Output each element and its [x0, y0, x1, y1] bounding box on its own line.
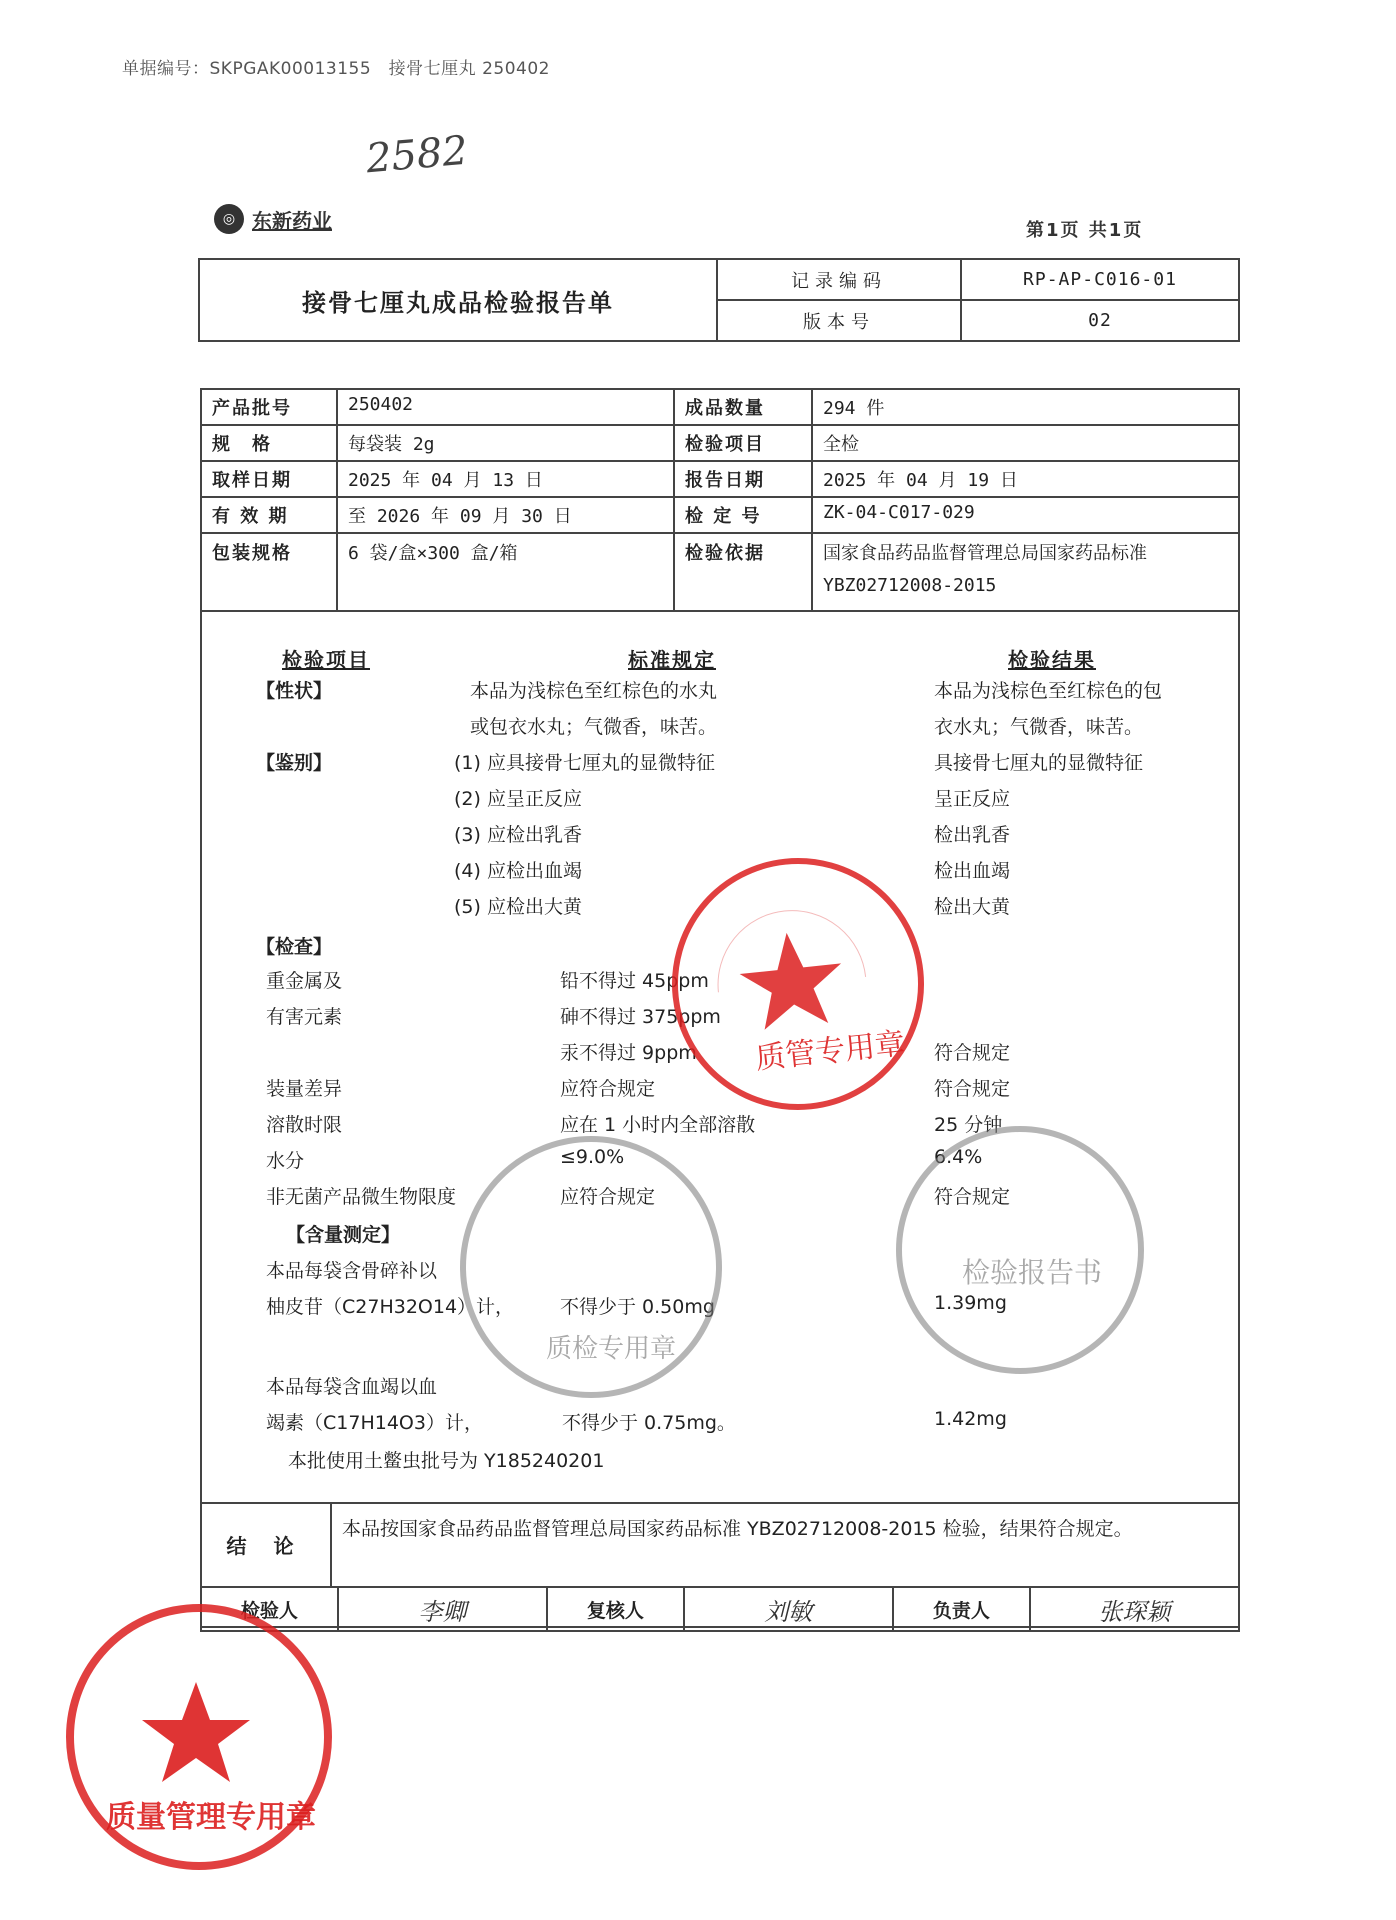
inspection-seal-stamp-grey	[460, 1136, 722, 1398]
identification-result-5: 检出大黄	[934, 896, 1011, 918]
test-item-value: 全检	[812, 425, 1239, 461]
header-table	[198, 258, 1240, 342]
fill-variation-standard: 应符合规定	[560, 1078, 656, 1100]
report-title: 接骨七厘丸成品检验报告单	[199, 259, 717, 341]
expiry-value: 至 2026 年 09 月 30 日	[337, 497, 674, 533]
reviewer-label: 复核人	[547, 1587, 684, 1631]
fill-variation-result: 符合规定	[934, 1078, 1011, 1100]
heavy-metal-result: 符合规定	[934, 1042, 1011, 1064]
assay1-standard: 不得少于 0.50mg	[560, 1296, 715, 1318]
basis-value: 国家食品药品监督管理总局国家药品标准 YBZ02712008-2015	[812, 533, 1239, 611]
package-label: 包装规格	[201, 533, 337, 611]
wuxi-quality-stamp	[66, 1604, 332, 1870]
batch-note: 本批使用土鳖虫批号为 Y185240201	[288, 1450, 605, 1472]
disintegration-result: 25 分钟	[934, 1114, 1003, 1136]
quantity-label: 成品数量	[674, 389, 812, 425]
report-seal-stamp-grey	[896, 1126, 1144, 1374]
check-label: 【检查】	[256, 936, 333, 958]
identification-label: 【鉴别】	[256, 752, 333, 774]
disintegration-label: 溶散时限	[266, 1114, 343, 1136]
characteristics-result-2: 衣水丸；气微香，味苦。	[934, 716, 1144, 738]
version-label: 版本号	[717, 300, 961, 341]
cert-value: ZK-04-C017-029	[812, 497, 1239, 533]
identification-standard-4: (4) 应检出血竭	[454, 860, 582, 882]
quality-seal-stamp	[660, 846, 937, 1123]
document-reference: 单据编号：SKPGAK00013155 接骨七厘丸 250402	[122, 59, 550, 79]
batch-label: 产品批号	[201, 389, 337, 425]
fill-variation-label: 装量差异	[266, 1078, 343, 1100]
assay1-line1: 本品每袋含骨碎补以	[266, 1260, 438, 1282]
manager-signature: 张琛颖	[1030, 1587, 1239, 1631]
identification-standard-5: (5) 应检出大黄	[454, 896, 582, 918]
characteristics-standard-2: 或包衣水丸；气微香，味苦。	[470, 716, 718, 738]
basis-label: 检验依据	[674, 533, 812, 611]
disintegration-standard: 应在 1 小时内全部溶散	[560, 1114, 756, 1136]
characteristics-result-1: 本品为浅棕色至红棕色的包	[934, 680, 1163, 702]
microbial-label: 非无菌产品微生物限度	[266, 1186, 457, 1208]
inspector-label: 检验人	[201, 1587, 338, 1631]
expiry-label: 有 效 期	[201, 497, 337, 533]
signature-table	[200, 1586, 1240, 1632]
spec-label: 规 格	[201, 425, 337, 461]
manager-label: 负责人	[893, 1587, 1030, 1631]
heavy-metal-standard-2: 砷不得过 375ppm	[560, 1006, 721, 1028]
heavy-metal-standard-3: 汞不得过 9ppm	[560, 1042, 697, 1064]
moisture-result: 6.4%	[934, 1146, 983, 1168]
page-count: 第1页 共1页	[1026, 220, 1144, 241]
moisture-standard: ≤9.0%	[560, 1146, 625, 1168]
cert-label: 检 定 号	[674, 497, 812, 533]
company-logo	[214, 204, 332, 234]
reviewer-signature: 刘敏	[684, 1587, 893, 1631]
assay1-line2: 柚皮苷（C27H32O14）计，	[266, 1296, 515, 1318]
company-logo-text: 东新药业	[252, 208, 332, 233]
identification-standard-1: (1) 应具接骨七厘丸的显微特征	[454, 752, 715, 774]
inspector-signature: 李卿	[338, 1587, 547, 1631]
heavy-metal-standard-1: 铅不得过 45ppm	[560, 970, 709, 992]
heavy-metal-label-2: 有害元素	[266, 1006, 343, 1028]
assay2-line2: 竭素（C17H14O3）计，	[266, 1412, 483, 1434]
report-date-label: 报告日期	[674, 461, 812, 497]
product-info-table	[200, 388, 1240, 612]
assay2-line1: 本品每袋含血竭以血	[266, 1376, 438, 1398]
version-value: 02	[961, 300, 1239, 341]
sample-date-value: 2025 年 04 月 13 日	[337, 461, 674, 497]
sample-date-label: 取样日期	[201, 461, 337, 497]
characteristics-label: 【性状】	[256, 680, 333, 702]
batch-value: 250402	[337, 389, 674, 425]
svg-text:质检专用章: 质检专用章	[546, 1334, 677, 1364]
identification-result-2: 呈正反应	[934, 788, 1011, 810]
test-item-label: 检验项目	[674, 425, 812, 461]
col-item-header: 检验项目	[282, 648, 370, 672]
characteristics-standard-1: 本品为浅棕色至红棕色的水丸	[470, 680, 718, 702]
assay1-result: 1.39mg	[934, 1292, 1007, 1314]
record-code-value: RP-AP-C016-01	[961, 259, 1239, 300]
svg-text:质量管理专用章: 质量管理专用章	[106, 1800, 316, 1835]
heavy-metal-label-1: 重金属及	[266, 970, 343, 992]
package-value: 6 袋/盒×300 盒/箱	[337, 533, 674, 611]
identification-standard-2: (2) 应呈正反应	[454, 788, 582, 810]
assay2-standard: 不得少于 0.75mg。	[562, 1412, 736, 1434]
microbial-result: 符合规定	[934, 1186, 1011, 1208]
svg-text:检验报告书: 检验报告书	[962, 1256, 1103, 1289]
svg-text:质管专用章: 质管专用章	[753, 1026, 907, 1077]
conclusion-text: 本品按国家食品药品监督管理总局国家药品标准 YBZ02712008-2015 检验，结果符合规定。	[342, 1518, 1133, 1540]
identification-result-4: 检出血竭	[934, 860, 1011, 882]
identification-result-1: 具接骨七厘丸的显微特征	[934, 752, 1144, 774]
col-result-header: 检验结果	[1008, 648, 1096, 672]
logo-icon: ◎	[214, 204, 244, 234]
conclusion-label: 结 论	[200, 1502, 332, 1586]
report-date-value: 2025 年 04 月 19 日	[812, 461, 1239, 497]
col-standard-header: 标准规定	[628, 648, 716, 672]
identification-result-3: 检出乳香	[934, 824, 1011, 846]
moisture-label: 水分	[266, 1150, 305, 1172]
assay2-result: 1.42mg	[934, 1408, 1007, 1430]
record-code-label: 记录编码	[717, 259, 961, 300]
quantity-value: 294 件	[812, 389, 1239, 425]
assay-label: 【含量测定】	[286, 1224, 401, 1246]
identification-standard-3: (3) 应检出乳香	[454, 824, 582, 846]
spec-value: 每袋装 2g	[337, 425, 674, 461]
microbial-standard: 应符合规定	[560, 1186, 656, 1208]
handwritten-note: 2582	[364, 127, 470, 183]
